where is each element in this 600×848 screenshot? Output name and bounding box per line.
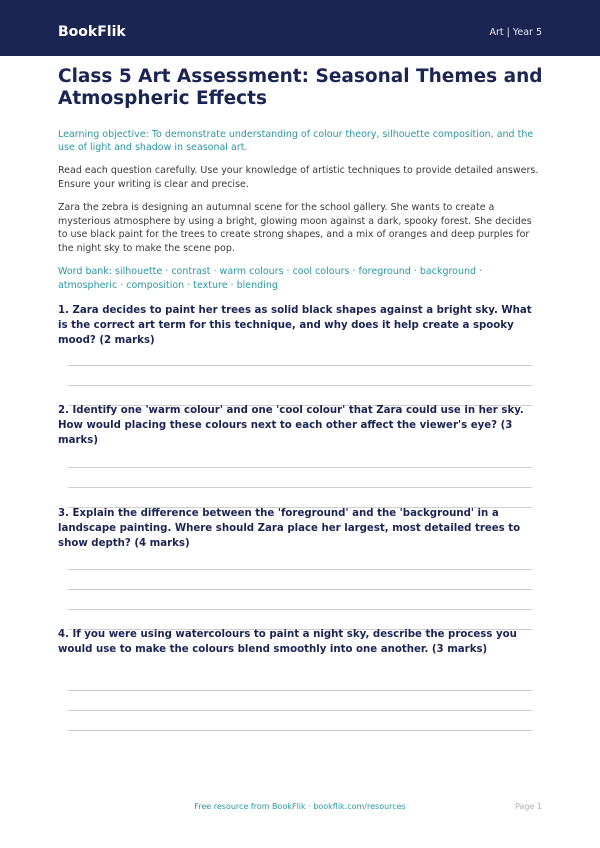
question-1: 1. Zara decides to paint her trees as solid black shapes against a bright sky. What is the correct art term for this technique, and why does it help create a spooky mood? (2 marks): [58, 305, 532, 346]
question-2: 2. Identify one 'warm colour' and one 'cool colour' that Zara could use in her sky. How would placing these colours next to each other affect the viewer's eye? (3 marks): [58, 405, 524, 446]
question-3: 3. Explain the difference between the 'foreground' and the 'background' in a landscape painting. Where should Zara place her largest, most detailed trees to show depth? (4 marks): [58, 508, 521, 549]
brand-logo[interactable]: BookFlik: [58, 24, 126, 40]
question-4: 4. If you were using watercolours to paint a night sky, describe the process you would use to make the colours blend smoothly into one another. (3 marks): [58, 629, 517, 655]
page-number: Page 1: [515, 802, 542, 811]
learning-objective: Learning objective: To demonstrate understanding of colour theory, silhouette composition, and the use of light and shadow in seasonal art.: [58, 129, 534, 153]
header-bar: [0, 0, 600, 56]
answer-line[interactable]: [68, 467, 532, 468]
answer-line[interactable]: [68, 365, 532, 366]
answer-line[interactable]: [68, 730, 532, 731]
footer-link[interactable]: Free resource from BookFlik · bookflik.com/resources: [194, 802, 406, 811]
answer-line[interactable]: [68, 385, 532, 386]
answer-line[interactable]: [68, 609, 532, 610]
scenario-text: Zara the zebra is designing an autumnal scene for the school gallery. She wants to create a mysterious atmosphere by using a bright, glowing moon against a dark, spooky forest. She decides to use black paint for the trees to create strong shapes, and a mix of oranges and deep purples for the night sky to make the scene pop.: [58, 202, 532, 254]
page-title: Class 5 Art Assessment: Seasonal Themes and Atmospheric Effects: [58, 66, 543, 109]
answer-line[interactable]: [68, 589, 532, 590]
answer-line[interactable]: [68, 710, 532, 711]
subject-year-label: Art | Year 5: [489, 27, 542, 38]
word-bank: Word bank: silhouette · contrast · warm colours · cool colours · foreground · background · atmospheric · composition · texture · blending: [58, 266, 483, 291]
instructions-text: Read each question carefully. Use your knowledge of artistic techniques to provide detailed answers. Ensure your writing is clear and precise.: [58, 165, 539, 190]
answer-line[interactable]: [68, 690, 532, 691]
answer-line[interactable]: [68, 569, 532, 570]
answer-line[interactable]: [68, 487, 532, 488]
intro-section: [58, 66, 544, 292]
